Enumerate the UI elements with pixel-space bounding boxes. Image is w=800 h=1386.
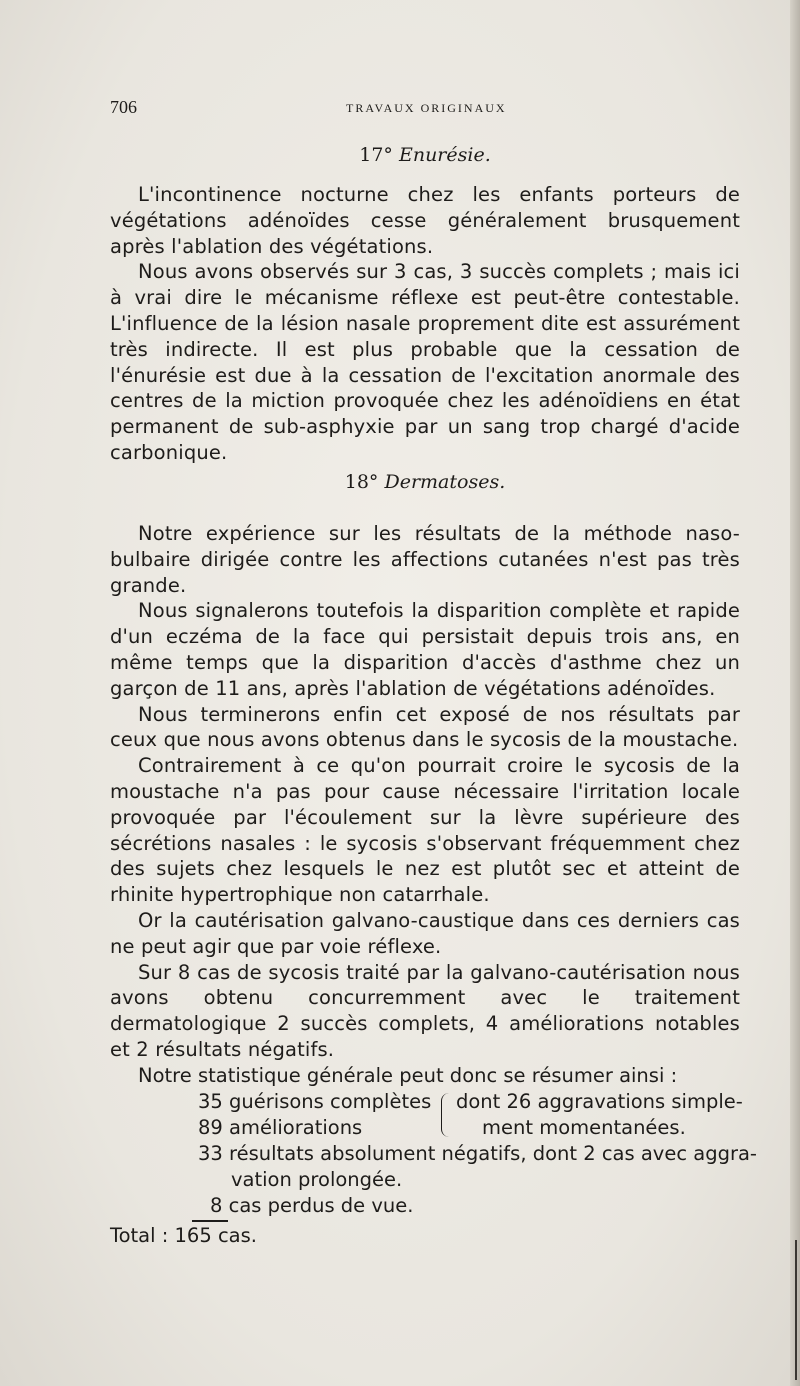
- stat-label: guérisons complètes: [229, 1090, 432, 1113]
- page-number: 706: [110, 97, 137, 117]
- heading-title: Dermatoses.: [384, 471, 506, 493]
- total-rule: [192, 1220, 228, 1222]
- statistics-intro: Notre statistique générale peut donc se résumer ainsi :: [138, 1064, 678, 1087]
- brace-group: [110, 1089, 750, 1141]
- paragraph: Notre expérience sur les résultats de la méthode naso-bulbaire dirigée contre les affections cutanées n'est pas très grande.: [110, 522, 740, 597]
- heading-number: 18°: [344, 471, 379, 493]
- brace-note: ment momentanées.: [482, 1116, 686, 1139]
- section-body-17: [110, 182, 740, 466]
- heading-number: 17°: [359, 144, 393, 166]
- brace-note: dont 26 aggravations simple-: [456, 1090, 743, 1113]
- stat-count: 8: [210, 1194, 223, 1217]
- stat-row: [210, 1193, 413, 1219]
- total-label: Total :: [110, 1224, 169, 1247]
- stat-row: [231, 1167, 402, 1193]
- total-value: 165: [174, 1224, 212, 1247]
- stat-label: cas perdus de vue.: [228, 1194, 414, 1217]
- stat-label: résultats absolument négatifs, dont 2 cas avec aggra-: [229, 1142, 757, 1165]
- running-title: TRAVAUX ORIGINAUX: [346, 101, 507, 115]
- total-row: [110, 1223, 257, 1249]
- section-heading-17: [110, 144, 740, 166]
- running-header: [110, 97, 740, 121]
- heading-title: Enurésie.: [398, 144, 491, 166]
- paragraph: Nous avons observés sur 3 cas, 3 succès complets ; mais ici à vrai dire le mécanisme réflexe est peut-être contestable. L'influence de la lésion nasale proprement dite est assurément très indirecte. Il est plus probable que la cessation de l'énurésie est due à la cessation de l'excitation anormale des centres de la miction provoquée chez les adénoïdiens en état permanent de sub-asphyxie par un sang trop chargé d'acide carbonique.: [110, 260, 740, 464]
- section-body-18: [110, 521, 740, 1063]
- paragraph: Nous terminerons enfin cet exposé de nos résultats par ceux que nous avons obtenus dans le sycosis de la moustache.: [110, 702, 740, 752]
- stat-row: [198, 1141, 757, 1167]
- section-heading-18: [110, 471, 740, 493]
- stat-label: améliorations: [229, 1116, 363, 1139]
- stat-count: 35: [198, 1090, 223, 1113]
- stat-count: 89: [198, 1116, 223, 1139]
- brace-mark: [441, 1093, 452, 1137]
- paragraph: Sur 8 cas de sycosis traité par la galvano-cautérisation nous avons obtenu concurremment avec le traitement dermatologique 2 succès complets, 4 améliorations notables et 2 résultats négatifs.: [110, 960, 740, 1061]
- paragraph: L'incontinence nocturne chez les enfants porteurs de végétations adénoïdes cesse généralement brusquement après l'ablation des végétations.: [110, 183, 740, 258]
- page-edge: [790, 0, 800, 1386]
- total-unit: cas.: [217, 1224, 257, 1247]
- page-edge-mark: [795, 1240, 797, 1380]
- paragraph: Or la cautérisation galvano-caustique dans ces derniers cas ne peut agir que par voie réflexe.: [110, 908, 740, 958]
- paragraph: Nous signalerons toutefois la disparition complète et rapide d'un eczéma de la face qui persistait depuis trois ans, en même temps que la disparition d'accès d'asthme chez un garçon de 11 ans, après l'ablation de végétations adénoïdes.: [110, 599, 740, 700]
- paragraph: Contrairement à ce qu'on pourrait croire le sycosis de la moustache n'a pas pour cause nécessaire l'irritation locale provoquée par l'écoulement sur la lèvre supérieure des sécrétions nasales : le sycosis s'observant fréquemment chez des sujets chez lesquels le nez est plutôt sec et atteint de rhinite hypertrophique non catarrhale.: [110, 754, 740, 907]
- stat-count: 33: [198, 1142, 223, 1165]
- stat-label: vation prolongée.: [231, 1168, 403, 1191]
